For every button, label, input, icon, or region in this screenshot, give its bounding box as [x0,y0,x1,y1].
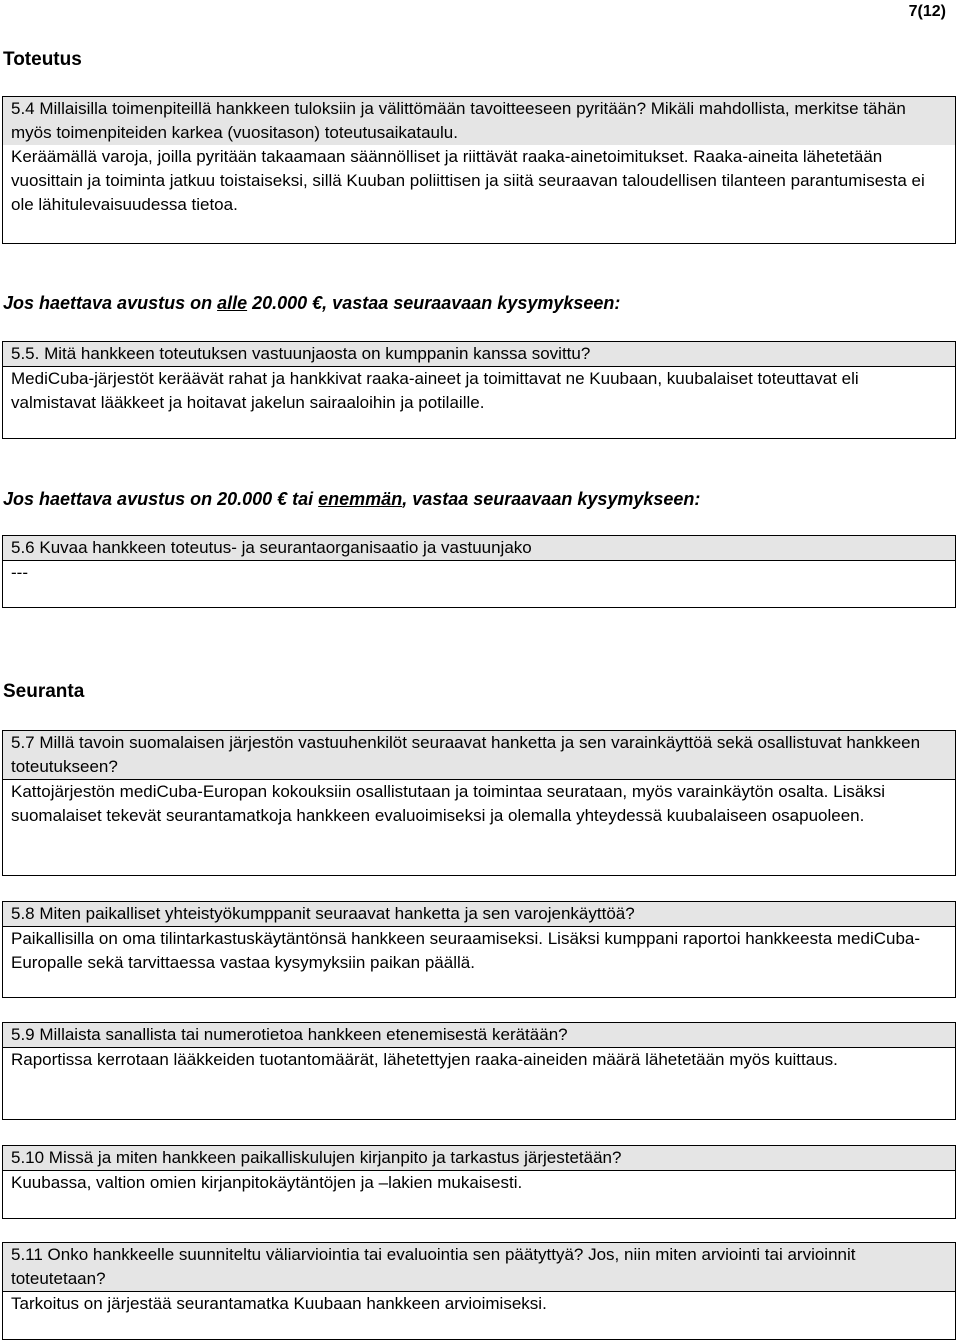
question-box-5-10 [2,1145,956,1219]
answer-text: Kattojärjestön mediCuba-Europan kokouksiin osallistutaan ja toimintaa seurataan, myös varainkäytön osalta. Lisäksi suomalaiset tekevät seurantamatkoja hankkeen evaluoimiseksi ja olemalla yhteydessä kuubalaiseen osapuoleen. [11,782,886,825]
answer-text: Raportissa kerrotaan lääkkeiden tuotantomäärät, lähetettyjen raaka-aineiden määrä lähetetään myös kuittaus. [11,1050,838,1069]
instruction-note-2: Jos haettava avustus on 20.000 € tai enemmän, vastaa seuraavaan kysymykseen: [3,489,701,509]
question-box-5-7 [2,730,956,876]
question-text: 5.9 Millaista sanallista tai numerotietoa hankkeen etenemisestä kerätään? [3,1023,955,1048]
section-heading-seuranta: Seuranta [3,681,85,702]
page-number: 7(12) [908,3,946,20]
question-text: 5.8 Miten paikalliset yhteistyökumppanit seuraavat hanketta ja sen varojenkäyttöä? [3,902,955,927]
answer-text: Paikallisilla on oma tilintarkastuskäytäntönsä hankkeen seuraamiseksi. Lisäksi kumppani raportoi hankkeesta mediCuba-Europalle sekä tarvittaessa vastaa kysymyksiin paikan päällä. [11,929,921,972]
instruction-note-1: Jos haettava avustus on alle 20.000 €, vastaa seuraavaan kysymykseen: [3,293,621,313]
question-box-5-6 [2,535,956,608]
question-box-5-9 [2,1022,956,1120]
question-text: 5.7 Millä tavoin suomalaisen järjestön vastuuhenkilöt seuraavat hanketta ja sen varainkäyttöä sekä osallistuvat hankkeen toteutukseen? [3,731,955,780]
question-box-5-8 [2,901,956,998]
section-heading-toteutus: Toteutus [3,49,82,70]
question-box-5-4 [2,96,956,244]
question-text: 5.10 Missä ja miten hankkeen paikalliskulujen kirjanpito ja tarkastus järjestetään? [3,1146,955,1171]
answer-text: Tarkoitus on järjestää seurantamatka Kuubaan hankkeen arvioimiseksi. [11,1294,547,1313]
answer-text: --- [11,563,28,582]
question-box-5-11 [2,1242,956,1340]
question-text: 5.11 Onko hankkeelle suunniteltu väliarviointia tai evaluointia sen päätyttyä? Jos, niin miten arviointi tai arvioinnit toteutetaan? [3,1243,955,1292]
question-text: 5.6 Kuvaa hankkeen toteutus- ja seurantaorganisaatio ja vastuunjako [3,536,955,561]
answer-text: Kuubassa, valtion omien kirjanpitokäytäntöjen ja –lakien mukaisesti. [11,1173,523,1192]
answer-text: Keräämällä varoja, joilla pyritään takaamaan säännölliset ja riittävät raaka-ainetoimitukset. Raaka-aineita lähetetään vuosittain ja toiminta jatkuu toistaiseksi, sillä Kuuban poliittisen ja siitä seuraavan taloudellisen tilanteen parantumisesta ei ole lähitulevaisuudessa tietoa. [11,147,925,214]
question-text: 5.4 Millaisilla toimenpiteillä hankkeen tuloksiin ja välittömään tavoitteeseen pyritään? Mikäli mahdollista, merkitse tähän myös toimenpiteiden karkea (vuositason) toteutusaikataulu. [3,97,955,145]
answer-text: MediCuba-järjestöt keräävät rahat ja hankkivat raaka-aineet ja toimittavat ne Kuubaan, kuubalaiset toteuttavat eli valmistavat lääkkeet ja hoitavat jakelun sairaaloihin ja potilaille. [11,369,859,412]
question-text: 5.5. Mitä hankkeen toteutuksen vastuunjaosta on kumppanin kanssa sovittu? [3,342,955,367]
question-box-5-5 [2,341,956,439]
